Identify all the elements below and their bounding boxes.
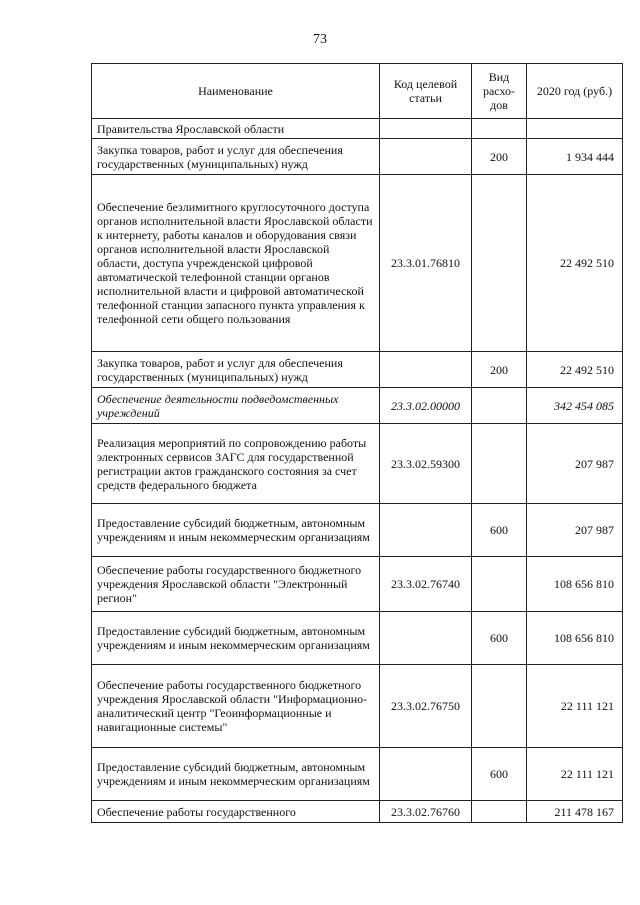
row-sum: 108 656 810 — [527, 612, 623, 665]
row-code — [380, 119, 472, 139]
table-row — [92, 665, 623, 748]
row-name: Предоставление субсидий бюджетным, автономным учреждениям и иным некоммерческим организациям — [92, 748, 380, 801]
table-row — [92, 504, 623, 557]
row-sum: 207 987 — [527, 504, 623, 557]
table-row — [92, 175, 623, 352]
row-kind: 200 — [472, 139, 527, 175]
row-code: 23.3.02.59300 — [380, 424, 472, 504]
row-name: Обеспечение работы государственного — [92, 801, 380, 823]
row-name: Предоставление субсидий бюджетным, автономным учреждениям и иным некоммерческим организациям — [92, 612, 380, 665]
row-name: Закупка товаров, работ и услуг для обеспечения государственных (муниципальных) нужд — [92, 139, 380, 175]
table-header-row — [92, 64, 623, 119]
row-name: Закупка товаров, работ и услуг для обеспечения государственных (муниципальных) нужд — [92, 352, 380, 388]
header-sum: 2020 год (руб.) — [527, 64, 623, 119]
row-sum: 211 478 167 — [527, 801, 623, 823]
row-code — [380, 612, 472, 665]
row-kind: 600 — [472, 504, 527, 557]
row-sum: 108 656 810 — [527, 557, 623, 612]
header-name: Наименование — [92, 64, 380, 119]
row-sum: 22 492 510 — [527, 352, 623, 388]
row-code — [380, 352, 472, 388]
row-name: Реализация мероприятий по сопровождению работы электронных сервисов ЗАГС для государственной регистрации актов гражданского состояния за счет средств федерального бюджета — [92, 424, 380, 504]
table-row — [92, 388, 623, 424]
row-code — [380, 504, 472, 557]
row-kind — [472, 665, 527, 748]
row-name: Обеспечение безлимитного круглосуточного доступа органов исполнительной власти Ярославской области к интернету, работы каналов и оборудования связи органов исполнительной власти Ярославской области, доступа учрежденской цифровой автоматической телефонной станции органов исполнительной власти и цифровой автоматической телефонной станции запасного пункта управления к телефонной сети общего пользования — [92, 175, 380, 352]
row-sum — [527, 119, 623, 139]
row-sum: 22 492 510 — [527, 175, 623, 352]
row-name: Обеспечение работы государственного бюджетного учреждения Ярославской области "Информационно-аналитический центр "Геоинформационные и навигационные системы" — [92, 665, 380, 748]
row-kind — [472, 175, 527, 352]
row-code: 23.3.02.00000 — [380, 388, 472, 424]
row-sum: 22 111 121 — [527, 748, 623, 801]
page-number: 73 — [313, 32, 327, 47]
row-code — [380, 748, 472, 801]
table-row — [92, 801, 623, 823]
row-kind — [472, 119, 527, 139]
table-row — [92, 612, 623, 665]
table-row — [92, 424, 623, 504]
row-code: 23.3.02.76760 — [380, 801, 472, 823]
row-code: 23.3.02.76750 — [380, 665, 472, 748]
row-code: 23.3.01.76810 — [380, 175, 472, 352]
row-kind — [472, 801, 527, 823]
row-name: Правительства Ярославской области — [92, 119, 380, 139]
row-code — [380, 139, 472, 175]
row-name: Обеспечение деятельности подведомственных учреждений — [92, 388, 380, 424]
row-kind: 200 — [472, 352, 527, 388]
table-row — [92, 352, 623, 388]
row-kind — [472, 424, 527, 504]
row-kind: 600 — [472, 748, 527, 801]
row-name: Обеспечение работы государственного бюджетного учреждения Ярославской области "Электронный регион" — [92, 557, 380, 612]
row-kind — [472, 388, 527, 424]
row-sum: 1 934 444 — [527, 139, 623, 175]
row-sum: 207 987 — [527, 424, 623, 504]
table-row — [92, 139, 623, 175]
table-row — [92, 119, 623, 139]
row-kind — [472, 557, 527, 612]
row-code: 23.3.02.76740 — [380, 557, 472, 612]
row-sum: 342 454 085 — [527, 388, 623, 424]
row-name: Предоставление субсидий бюджетным, автономным учреждениям и иным некоммерческим организациям — [92, 504, 380, 557]
header-kind: Вид расхо-дов — [472, 64, 527, 119]
row-sum: 22 111 121 — [527, 665, 623, 748]
table-row — [92, 557, 623, 612]
header-code: Код целевой статьи — [380, 64, 472, 119]
row-kind: 600 — [472, 612, 527, 665]
table-row — [92, 748, 623, 801]
budget-table — [91, 63, 623, 823]
